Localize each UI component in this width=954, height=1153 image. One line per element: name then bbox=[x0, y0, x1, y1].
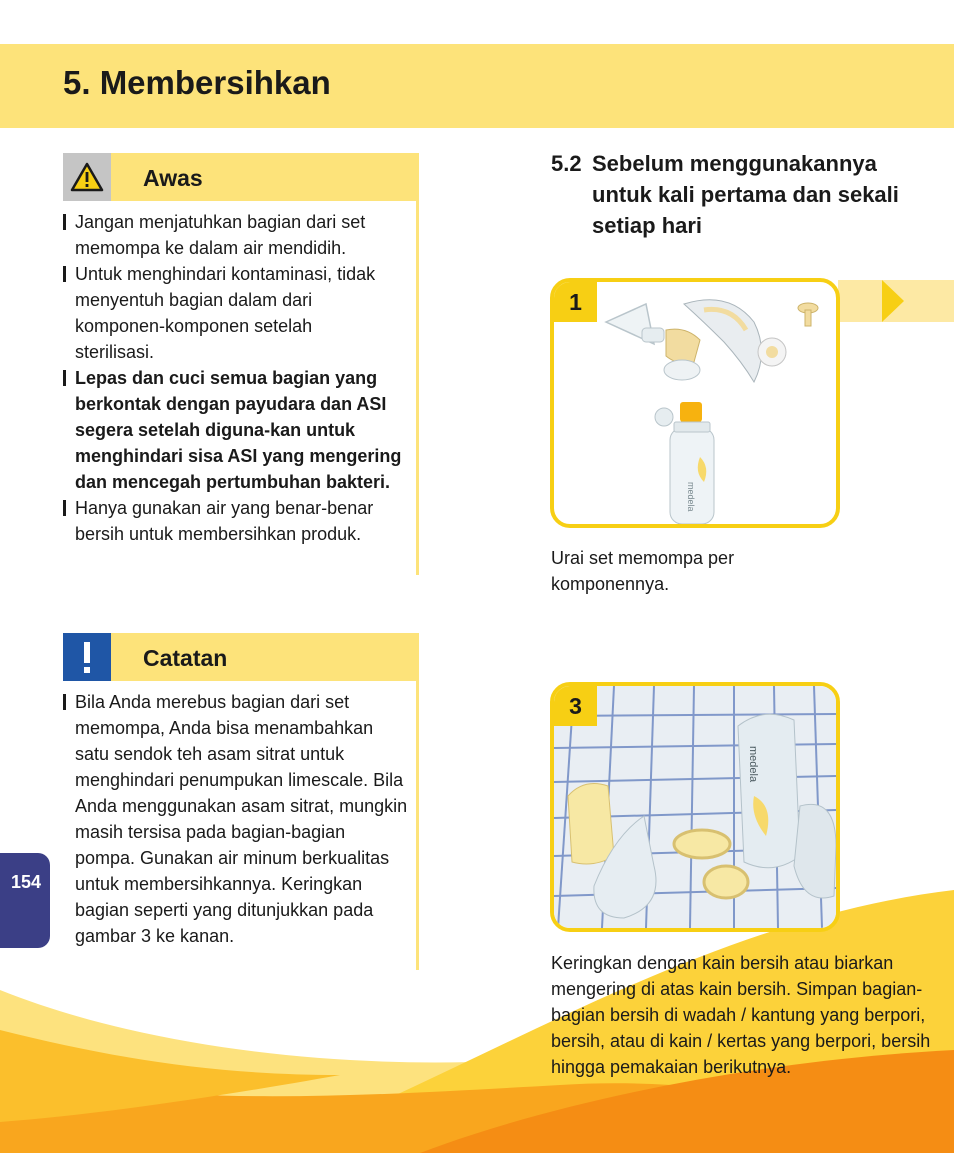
note-list bbox=[63, 689, 408, 949]
page-number: 154 bbox=[11, 872, 42, 892]
section-heading bbox=[551, 148, 931, 241]
next-step-strip bbox=[838, 280, 954, 322]
warning-item: Hanya gunakan air yang benar-benar bersih untuk membersihkan produk. bbox=[63, 495, 415, 547]
step-1-image bbox=[550, 278, 840, 528]
arrow-right-icon bbox=[882, 280, 906, 322]
section-number: 5.2 bbox=[551, 151, 582, 176]
note-header bbox=[63, 633, 419, 681]
bottle-brand-label: medela bbox=[747, 746, 759, 783]
warning-header bbox=[63, 153, 419, 201]
warning-icon-box bbox=[63, 153, 111, 201]
bottle-brand-label: medela bbox=[686, 482, 696, 512]
warning-item: Lepas dan cuci semua bagian yang berkontak dengan payudara dan ASI segera setelah diguna-kan untuk menghindari sisa ASI yang mengering dan mencegah pertumbuhan bakteri. bbox=[63, 365, 405, 495]
warning-rule bbox=[416, 153, 419, 575]
note-item: Bila Anda merebus bagian dari set memompa, Anda bisa menambahkan satu sendok teh asam sitrat untuk menghindari penumpukan limescale. Bila Anda menggunakan asam sitrat, mungkin masih tersisa pada bagian-bagian pompa. Gunakan air minum berkualitas untuk membersihkannya. Keringkan bagian seperti yang ditunjukkan pada gambar 3 ke kanan. bbox=[63, 689, 408, 949]
exclamation-icon bbox=[81, 640, 93, 674]
step-3-number: 3 bbox=[554, 686, 597, 726]
warning-item: Untuk menghindari kontaminasi, tidak menyentuh bagian dalam dari komponen-komponen setelah sterilisasi. bbox=[63, 261, 395, 365]
warning-title: Awas bbox=[143, 165, 203, 191]
section-heading-text: Sebelum menggunakannya untuk kali pertama dan sekali setiap hari bbox=[592, 151, 899, 238]
step-1-number: 1 bbox=[554, 282, 597, 322]
note-icon-box bbox=[63, 633, 111, 681]
pump-components-illustration bbox=[554, 282, 836, 524]
page-tab bbox=[0, 853, 50, 948]
warning-triangle-icon bbox=[70, 162, 104, 192]
step-3-caption: Keringkan dengan kain bersih atau biarkan mengering di atas kain bersih. Simpan bagian-bagian bersih di wadah / kantung yang berpori, bersih, atau di kain / kertas yang berpori, bersih hingga pemakaian berikutnya. bbox=[551, 953, 931, 1077]
warning-list bbox=[63, 209, 415, 547]
note-title: Catatan bbox=[143, 645, 228, 671]
page-title: 5. Membersihkan bbox=[63, 64, 331, 101]
step-1-caption: Urai set memompa per komponennya. bbox=[551, 548, 735, 594]
note-rule bbox=[416, 633, 419, 970]
step-3-image bbox=[550, 682, 840, 932]
warning-item: Jangan menjatuhkan bagian dari set memompa ke dalam air mendidih. bbox=[63, 209, 415, 261]
